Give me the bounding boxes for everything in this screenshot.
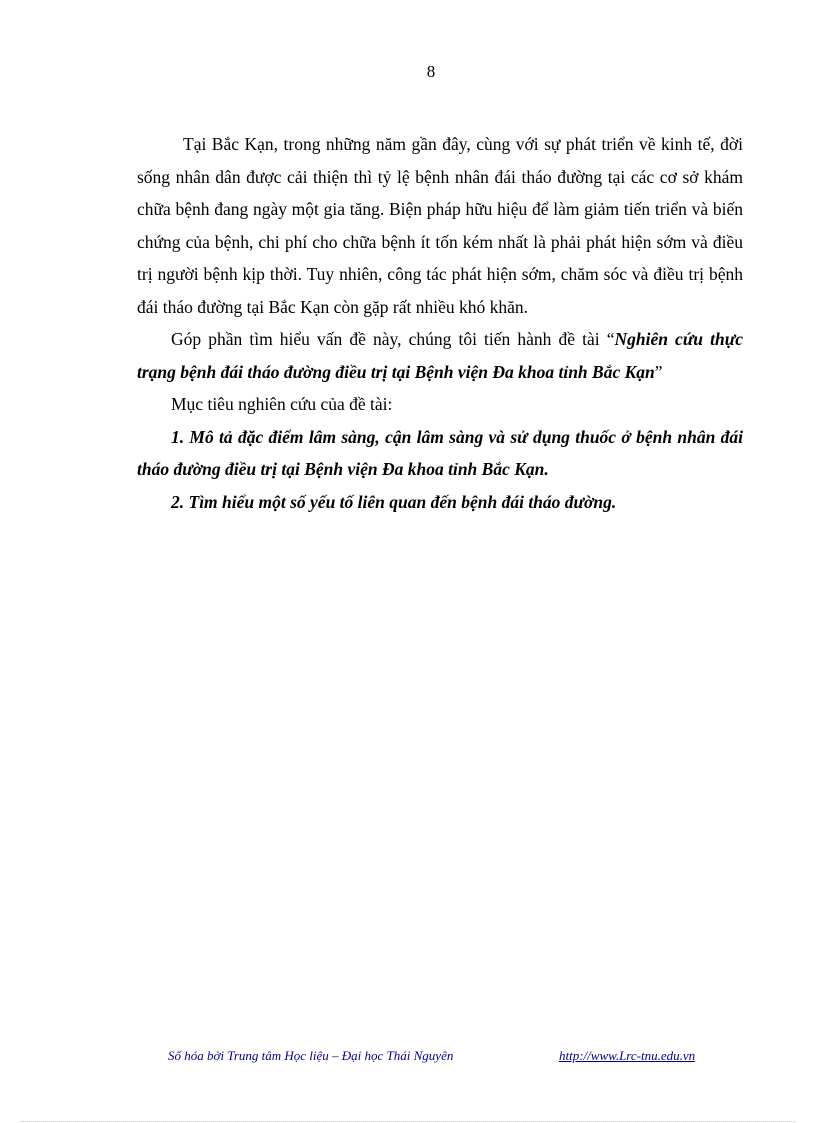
paragraph-objectives-heading: Mục tiêu nghiên cứu của đề tài: [171,394,393,414]
footer-link[interactable]: http://www.Lrc-tnu.edu.vn [559,1048,696,1063]
footer-source: Số hóa bởi Trung tâm Học liệu – Đại học Thái Nguyên [168,1048,454,1063]
topic-title: Nghiên cứu thực trạng bệnh đái tháo đường điều trị tại Bệnh viện Đa khoa tỉnh Bắc Kạn [137,329,743,382]
paragraph-context: Tại Bắc Kạn, trong những năm gần đây, cùng với sự phát triển về kinh tế, đời sống nhân dân được cải thiện thì tỷ lệ bệnh nhân đái tháo đường tại các cơ sở khám chữa bệnh đang ngày một gia tăng. Biện pháp hữu hiệu để làm giảm tiến triển và biến chứng của bệnh, chi phí cho chữa bệnh ít tốn kém nhất là phải phát hiện sớm và điều trị người bệnh kịp thời. Tuy nhiên, công tác phát hiện sớm, chăm sóc và điều trị bệnh đái tháo đường tại Bắc Kạn còn gặp rất nhiều khó khăn. [137,134,743,317]
document-body [137,128,743,518]
topic-close-quote: ” [654,361,663,382]
objective-item: 2. Tìm hiểu một số yếu tố liên quan đến bệnh đái tháo đường. [171,491,617,512]
page-number: 8 [426,62,436,81]
objective-item: 1. Mô tả đặc điểm lâm sàng, cận lâm sàng và sử dụng thuốc ở bệnh nhân đái tháo đường điều trị tại Bệnh viện Đa khoa tỉnh Bắc Kạn. [137,426,743,479]
topic-intro: Góp phần tìm hiểu vấn đề này, chúng tôi tiến hành đề tài “ [171,329,615,349]
page-bottom-divider [20,1121,796,1122]
paragraph-topic [137,323,743,388]
